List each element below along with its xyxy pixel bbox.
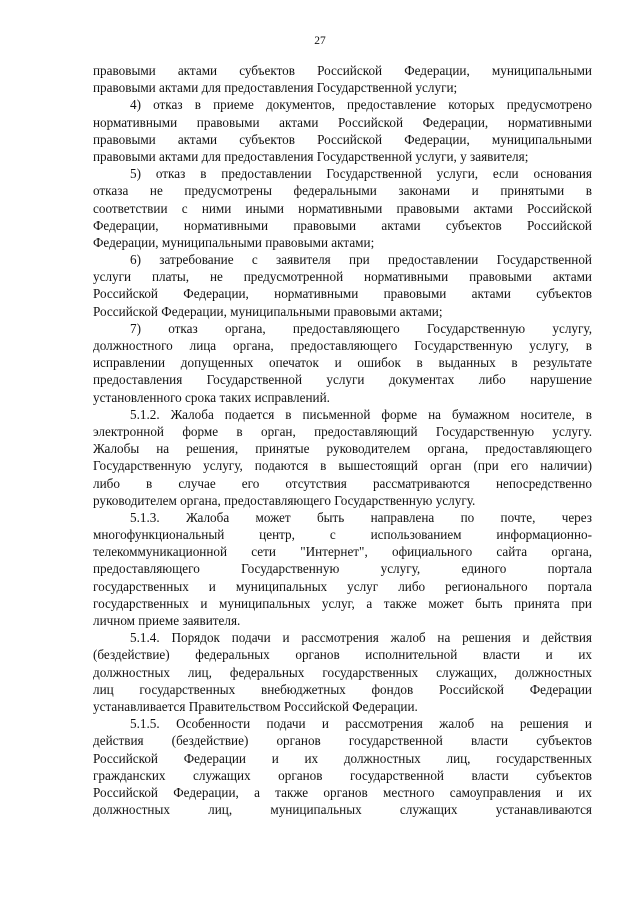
- text-line: Российской Федерации, муниципальными правовыми актами;: [93, 303, 443, 319]
- text-line: Государственную услугу, подаются в вышестоящий орган (при его наличии): [93, 458, 592, 474]
- text-line: отказа не предусмотрены федеральными законами и принятыми в: [93, 183, 592, 199]
- text-line: правовыми актами субъектов Российской Федерации, муниципальными: [93, 63, 592, 78]
- text-line: электронной форме в орган, предоставляющий Государственную услугу.: [93, 423, 592, 439]
- text-line: Российской Федерации, нормативными правовыми актами субъектов: [93, 286, 592, 302]
- text-line: 5) отказ в предоставлении Государственной услуги, если основания: [130, 166, 592, 182]
- text-line: личном приеме заявителя.: [93, 613, 241, 628]
- text-line: либо в случае его отсутствия рассматриваются непосредственно: [93, 475, 592, 491]
- text-line: исправлении допущенных опечаток и ошибок в выданных в результате: [93, 355, 592, 371]
- text-line: услуги платы, не предусмотренной нормативными правовыми актами: [93, 269, 592, 285]
- text-line: 7) отказ органа, предоставляющего Государственную услугу,: [130, 320, 592, 336]
- text-line: Федерации, муниципальными правовыми актами;: [93, 234, 375, 250]
- text-line: 4) отказ в приеме документов, предоставление которых предусмотрено: [130, 97, 592, 113]
- text-line: должностных лиц, федеральных государственных служащих, должностных: [93, 664, 592, 680]
- text-line: 6) затребование с заявителя при предоставлении Государственной: [130, 252, 592, 268]
- text-line: предоставляющего Государственную услугу, единого портала: [93, 561, 592, 577]
- page-number: 27: [314, 35, 326, 47]
- text-line: нормативными правовыми актами Российской Федерации, нормативными: [93, 114, 592, 130]
- text-line: телекоммуникационной сети "Интернет", официального сайта органа,: [93, 544, 592, 560]
- text-line: 5.1.4. Порядок подачи и рассмотрения жалоб на решения и действия: [130, 630, 592, 646]
- text-line: государственных и муниципальных услуг либо регионального портала: [93, 578, 592, 594]
- text-line: правовыми актами для предоставления Государственной услуги, у заявителя;: [93, 148, 529, 164]
- text-line: многофункциональный центр, с использованием информационно-: [93, 527, 592, 543]
- text-line: должностных лиц, муниципальных служащих устанавливаются: [93, 802, 592, 818]
- text-line: предоставления Государственной услуги документах либо нарушение: [93, 372, 592, 388]
- text-line: Российской Федерации, а также органов местного самоуправления и их: [93, 784, 592, 800]
- text-line: соответствии с ними иными нормативными правовыми актами Российской: [93, 200, 592, 216]
- text-line: правовыми актами субъектов Российской Федерации, муниципальными: [93, 131, 592, 147]
- text-line: 5.1.2. Жалоба подается в письменной форме на бумажном носителе, в: [130, 406, 592, 422]
- text-line: лиц государственных внебюджетных фондов Российской Федерации: [93, 681, 592, 697]
- text-line: 5.1.5. Особенности подачи и рассмотрения жалоб на решения и: [130, 716, 592, 732]
- document-body: [93, 62, 592, 818]
- text-line: должностного лица органа, предоставляющего Государственную услугу, в: [93, 338, 592, 353]
- text-line: государственных и муниципальных услуг, а также может быть принята при: [93, 595, 592, 611]
- text-line: установленного срока таких исправлений.: [93, 389, 330, 405]
- text-line: Российской Федерации и их должностных лиц, государственных: [93, 750, 592, 766]
- text-line: (бездействие) федеральных органов исполнительной власти и их: [93, 647, 592, 663]
- text-line: Жалобы на решения, принятые руководителем органа, предоставляющего: [93, 441, 592, 457]
- text-line: 5.1.3. Жалоба может быть направлена по почте, через: [130, 509, 592, 525]
- text-line: гражданских служащих органов государственной власти субъектов: [93, 767, 592, 783]
- text-line: Федерации, нормативными правовыми актами субъектов Российской: [93, 217, 592, 233]
- text-line: действия (бездействие) органов государственной власти субъектов: [93, 733, 592, 749]
- text-line: правовыми актами для предоставления Государственной услуги;: [93, 80, 458, 96]
- text-line: устанавливается Правительством Российской Федерации.: [93, 698, 418, 714]
- text-line: руководителем органа, предоставляющего Государственную услугу.: [93, 492, 476, 508]
